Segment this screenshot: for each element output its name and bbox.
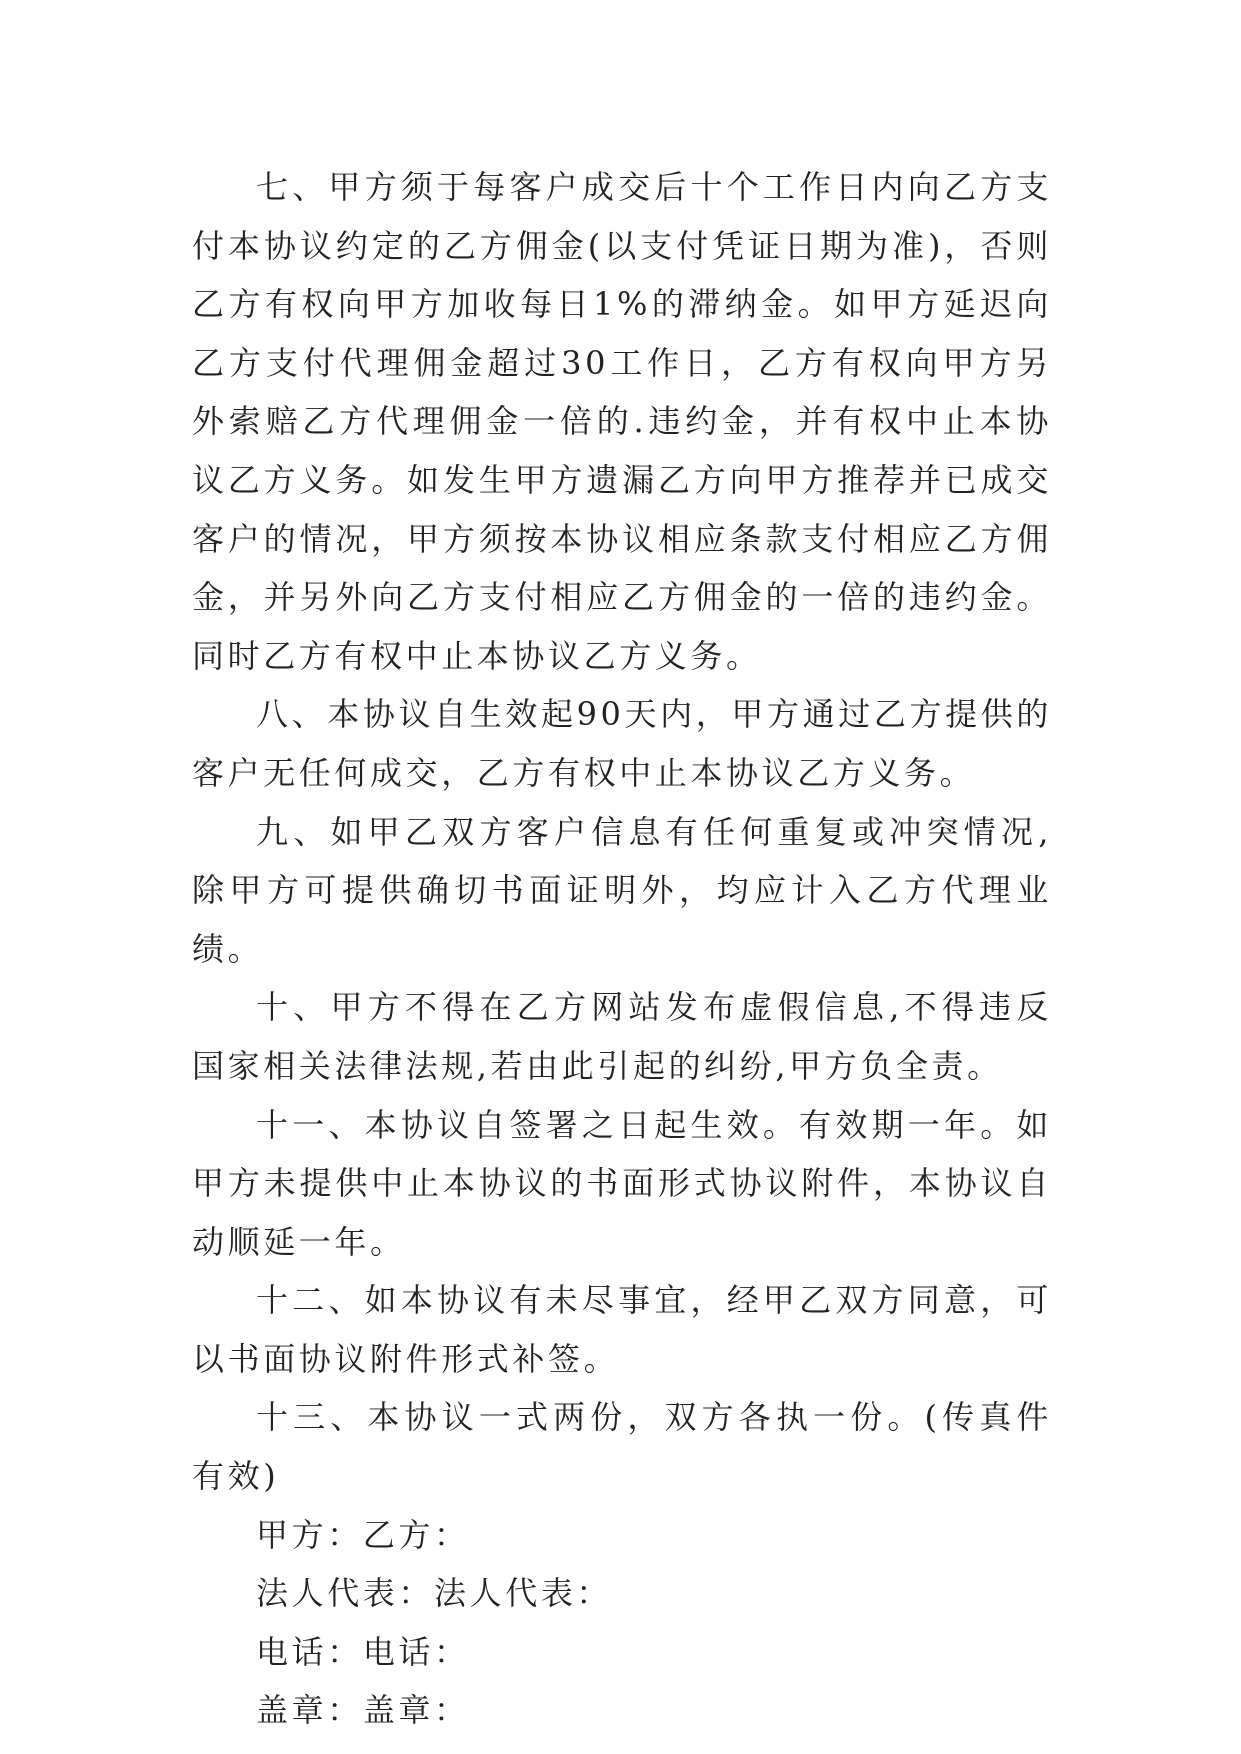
party-b-label: 乙方： <box>362 1515 470 1554</box>
representative-b-label: 法人代表： <box>434 1574 613 1613</box>
seal-a-label: 盖章： <box>256 1691 363 1730</box>
document-body <box>192 158 1052 1740</box>
phone-b-label: 电话： <box>362 1632 470 1671</box>
clause-11: 十一、本协议自签署之日起生效。有效期一年。如甲方未提供中止本协议的书面形式协议附件，本协议自动顺延一年。 <box>192 1105 1052 1261</box>
clause-12: 十二、如本协议有未尽事宜，经甲乙双方同意，可以书面协议附件形式补签。 <box>192 1281 1052 1378</box>
signature-party-line <box>192 1506 1052 1565</box>
phone-a-label: 电话： <box>256 1632 363 1671</box>
clause-10: 十、甲方不得在乙方网站发布虚假信息,不得违反国家相关法律法规,若由此引起的纠纷,甲方负全责。 <box>192 988 1052 1085</box>
clause-9: 九、如甲乙双方客户信息有任何重复或冲突情况,除甲方可提供确切书面证明外，均应计入乙方代理业绩。 <box>192 812 1052 968</box>
party-a-label: 甲方： <box>256 1515 363 1554</box>
clause-13: 十三、本协议一式两份，双方各执一份。(传真件有效) <box>192 1398 1052 1496</box>
signature-representative-line <box>192 1564 1052 1623</box>
seal-b-label: 盖章： <box>362 1691 470 1730</box>
signature-phone-line <box>192 1623 1052 1682</box>
clause-7: 七、甲方须于每客户成交后十个工作日内向乙方支付本协议约定的乙方佣金(以支付凭证日期为准)，否则乙方有权向甲方加收每日1%的滞纳金。如甲方延迟向乙方支付代理佣金超过30工作日，乙方有权向甲方另外索赔乙方代理佣金一倍的.违约金，并有权中止本协议乙方义务。如发生甲方遗漏乙方向甲方推荐并已成交客户的情况，甲方须按本协议相应条款支付相应乙方佣金，并另外向乙方支付相应乙方佣金的一倍的违约金。同时乙方有权中止本协议乙方义务。 <box>192 168 1052 675</box>
clause-8: 八、本协议自生效起90天内，甲方通过乙方提供的客户无任何成交，乙方有权中止本协议乙方义务。 <box>192 695 1052 792</box>
signature-seal-line <box>192 1681 1052 1740</box>
representative-a-label: 法人代表： <box>256 1574 435 1613</box>
